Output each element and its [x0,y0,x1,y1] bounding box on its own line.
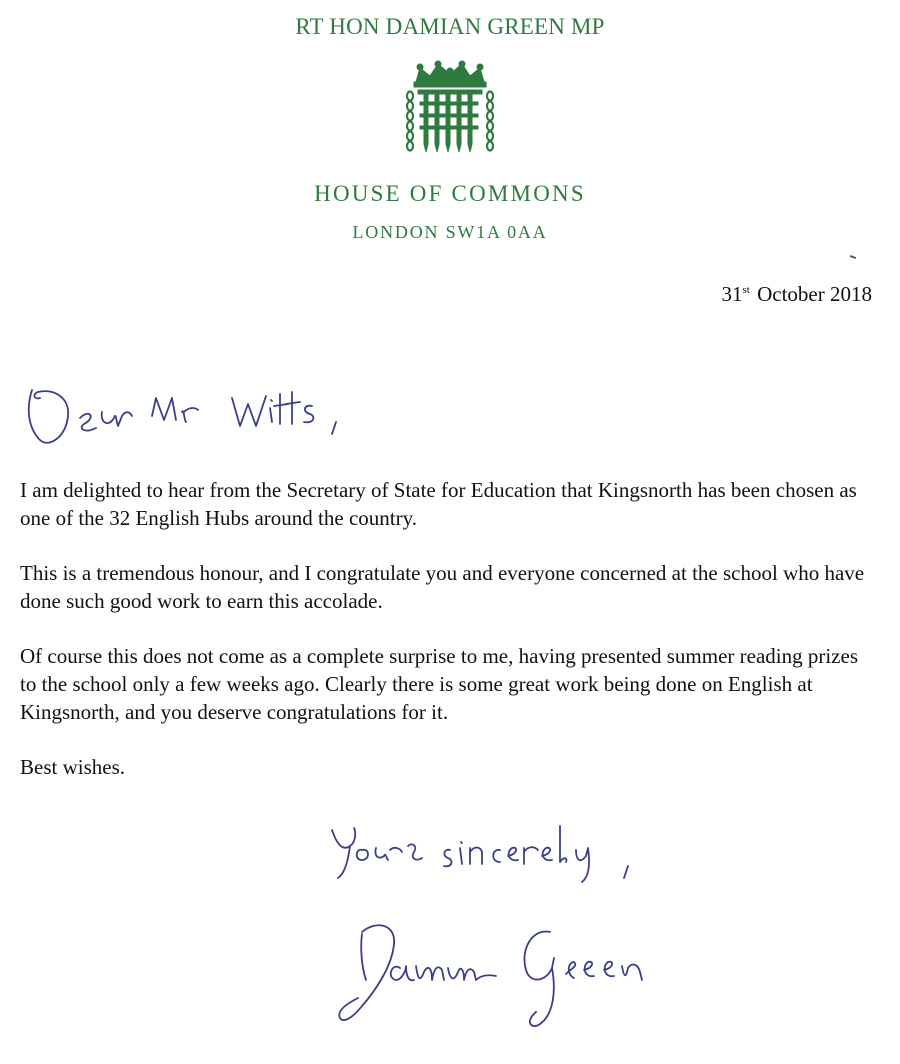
handwritten-salutation [18,368,358,458]
paragraph-2: This is a tremendous honour, and I congratulate you and everyone concerned at the school who have done such good work to earn this accolade. [20,561,865,613]
letter-date [722,282,872,307]
paragraph-4: Best wishes. [20,755,125,779]
paragraph-1: I am delighted to hear from the Secretary of State for Education that Kingsnorth has been chosen as one of the 32 English Hubs around the country. [20,478,857,530]
date-day: 31 [721,282,743,306]
mp-name-heading: RT HON DAMIAN GREEN MP [295,14,605,39]
date-month-year: October 2018 [757,282,872,306]
date-suffix: st [742,284,750,296]
handwritten-signature [336,910,676,1040]
letter-body [20,476,870,808]
handwritten-closing [328,812,668,902]
institution-heading: HOUSE OF COMMONS [314,181,586,206]
scan-speck [850,255,856,259]
address-line: LONDON SW1A 0AA [352,222,548,242]
paragraph-3: Of course this does not come as a complete surprise to me, having presented summer reading prizes to the school only a few weeks ago. Clearly there is some great work being done on English at Kingsnorth, and you deserve congratulations for it. [20,644,859,724]
portcullis-icon [404,60,496,154]
